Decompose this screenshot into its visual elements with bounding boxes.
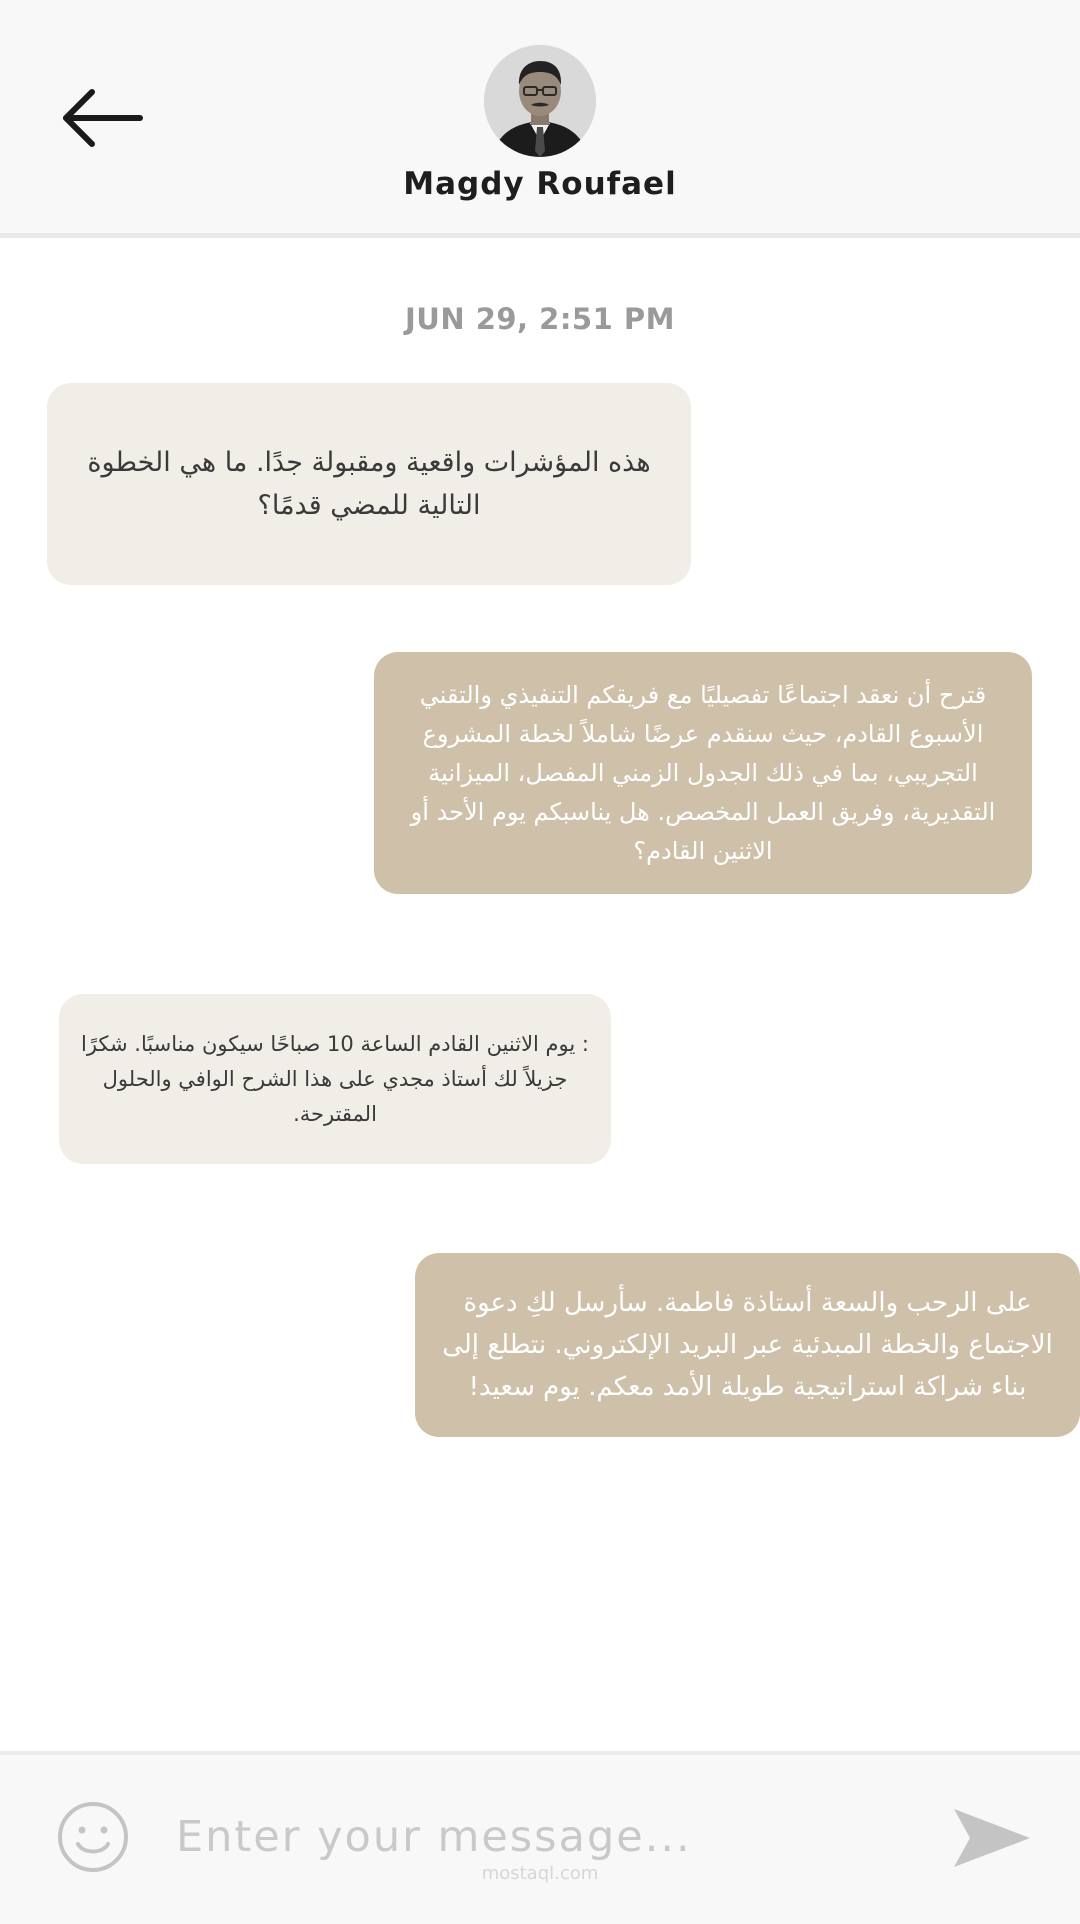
- message-text: قترح أن نعقد اجتماعًا تفصيليًا مع فريقكم التنفيذي والتقني الأسبوع القادم، حيث سنقدم عرضًا شاملاً لخطة المشروع التجريبي، بما في ذلك الجدول الزمني المفصل، الميزانية التقديرية، وفريق العمل المخصص. هل يناسبكم يوم الأحد أو الاثنين القادم؟: [410, 680, 996, 865]
- contact-name: Magdy Roufael: [403, 166, 677, 202]
- smiley-icon: [56, 1800, 130, 1874]
- send-icon: [950, 1805, 1034, 1871]
- message-bubble-outgoing[interactable]: [374, 652, 1032, 894]
- chat-header: [0, 0, 1080, 238]
- message-text: : يوم الاثنين القادم الساعة 10 صباحًا سيكون مناسبًا. شكرًا جزيلاً لك أستاذ مجدي على هذا الشرح الوافي والحلول المقترحة.: [80, 1031, 590, 1126]
- back-button[interactable]: [60, 88, 148, 148]
- message-text: هذه المؤشرات واقعية ومقبولة جدًا. ما هي الخطوة التالية للمضي قدمًا؟: [87, 447, 651, 521]
- emoji-button[interactable]: [56, 1800, 130, 1874]
- avatar[interactable]: [484, 45, 596, 157]
- arrow-left-icon: [60, 88, 148, 148]
- message-bubble-incoming[interactable]: [47, 383, 691, 585]
- send-button[interactable]: [950, 1805, 1034, 1871]
- message-timestamp: JUN 29, 2:51 PM: [404, 302, 675, 336]
- message-bubble-outgoing[interactable]: [415, 1253, 1080, 1437]
- watermark: mostaql.com: [481, 1863, 599, 1884]
- person-photo: [484, 45, 596, 157]
- message-composer: [0, 1751, 1080, 1924]
- message-text: على الرحب والسعة أستاذة فاطمة. سأرسل لكِ دعوة الاجتماع والخطة المبدئية عبر البريد الإلكتروني. نتطلع إلى بناء شراكة استراتيجية طويلة الأمد معكم. يوم سعيد!: [442, 1288, 1053, 1402]
- message-bubble-incoming[interactable]: [59, 994, 611, 1164]
